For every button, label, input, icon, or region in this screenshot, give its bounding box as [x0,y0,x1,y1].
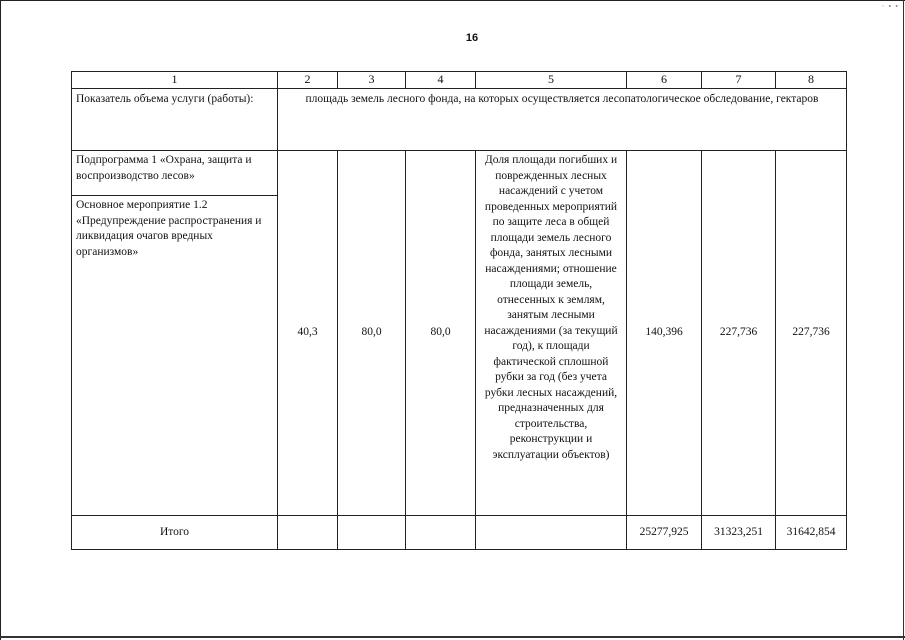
value-col7: 227,736 [702,151,776,516]
total-col2 [278,516,338,550]
page-border-left [0,0,1,640]
value-col2: 40,3 [278,151,338,516]
indicator-description: Доля площади погибших и поврежденных лесных насаждений с учетом проведенных мероприятий по защите леса в общей площади земель лесного фонда, занятых лесными насаждениями; отношение площади земель, отнесенных к землям, занятым лесными насаждениями (за текущий год), к площади фактической сплошной рубки за год (без учета рубки лесных насаждений, предназначенных для строительства, реконструкции и эксплуатации объектов) [476,151,627,516]
header-cell-8: 8 [776,72,847,89]
main-activity-label: Основное мероприятие 1.2 «Предупреждение распространения и ликвидация очагов вредных организмов» [72,196,278,516]
value-col6: 140,396 [627,151,702,516]
page-border-right [903,0,904,640]
page-border-top [0,0,905,1]
indicator-label: Показатель объема услуги (работы): [72,89,278,151]
header-cell-5: 5 [476,72,627,89]
total-col8: 31642,854 [776,516,847,550]
value-col4: 80,0 [406,151,476,516]
header-cell-7: 7 [702,72,776,89]
header-cell-4: 4 [406,72,476,89]
page-number: 16 [465,32,479,44]
budget-table [71,71,847,550]
subprogram-label: Подпрограмма 1 «Охрана, защита и воспроизводство лесов» [72,151,278,196]
corner-mark: · • • [881,2,899,11]
header-cell-2: 2 [278,72,338,89]
header-cell-1: 1 [72,72,278,89]
total-col7: 31323,251 [702,516,776,550]
header-cell-6: 6 [627,72,702,89]
total-col4 [406,516,476,550]
total-label: Итого [72,516,278,550]
value-col3: 80,0 [338,151,406,516]
total-col5 [476,516,627,550]
value-col8: 227,736 [776,151,847,516]
header-cell-3: 3 [338,72,406,89]
subprogram-row [72,151,847,196]
header-row [72,72,847,89]
indicator-row [72,89,847,151]
total-col3 [338,516,406,550]
total-row [72,516,847,550]
page-border-bottom [0,636,905,638]
indicator-value: площадь земель лесного фонда, на которых осуществляется лесопатологическое обследование, гектаров [278,89,847,151]
total-col6: 25277,925 [627,516,702,550]
